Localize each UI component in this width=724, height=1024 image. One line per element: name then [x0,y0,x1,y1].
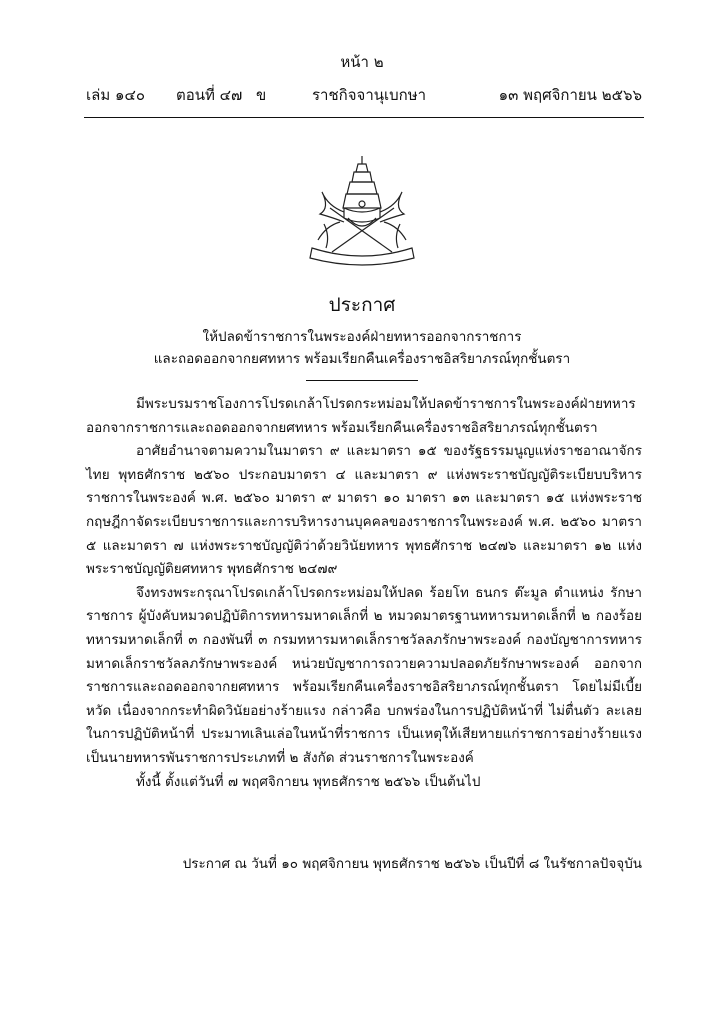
paragraph-order: จึงทรงพระกรุณาโปรดเกล้าโปรดกระหม่อมให้ปลด ร้อยโท ธนกร ต๊ะมูล ตำแหน่ง รักษาราชการ ผู้บังคับหมวดปฏิบัติการทหารมหาดเล็กที่ ๒ หมวดมาตรฐานทหารมหาดเล็กที่ ๒ กองร้อยทหารมหาดเล็กที่ ๓ กองพันที่ ๓ กรมทหารมหาดเล็กราชวัลลภรักษาพระองค์ กองบัญชาการทหารมหาดเล็กราชวัลลภรักษาพระองค์ หน่วยบัญชาการถวายความปลอดภัยรักษาพระองค์ ออกจากราชการและถอดออกจากยศทหาร พร้อมเรียกคืนเครื่องราชอิสริยาภรณ์ทุกชั้นตรา โดยไม่มีเบี้ยหวัด เนื่องจากกระทำผิดวินัยอย่างร้ายแรง กล่าวคือ บกพร่องในการปฏิบัติหน้าที่ ไม่ตื่นตัว ละเลยในการปฏิบัติหน้าที่ ประมาทเลินเล่อในหน้าที่ราชการ เป็นเหตุให้เสียหายแก่ราชการอย่างร้ายแรง เป็นนายทหารพันราชการประเภทที่ ๒ สังกัด ส่วนราชการในพระองค์ [86,584,643,766]
paragraph-legal-basis: อาศัยอำนาจตามความในมาตรา ๙ และมาตรา ๑๕ ของรัฐธรรมนูญแห่งราชอาณาจักรไทย พุทธศักราช ๒๕๖๐ ประกอบมาตรา ๔ และมาตรา ๙ แห่งพระราชบัญญัติระเบียบบริหารราชการในพระองค์ พ.ศ. ๒๕๖๐ มาตรา ๙ มาตรา ๑๐ มาตรา ๑๓ และมาตรา ๑๕ แห่งพระราชกฤษฎีกาจัดระเบียบราชการและการบริหารงานบุคคลของราชการในพระองค์ พ.ศ. ๒๕๖๐ มาตรา ๕ และมาตรา ๗ แห่งพระราชบัญญัติว่าด้วยวินัยทหาร พุทธศักราช ๒๔๗๖ และมาตรา ๑๒ แห่งพระราชบัญญัติยศทหาร พุทธศักราช ๒๔๗๙ [86,443,642,578]
subtitle-line-2: และถอดออกจากยศทหาร พร้อมเรียกคืนเครื่องราชอิสริยาภรณ์ทุกชั้นตรา [153,351,571,367]
page-number: หน้า ๒ [340,53,384,71]
gazette-name: ราชกิจจานุเบกษา [312,86,427,104]
royal-garuda-emblem-icon [300,152,424,270]
announcement-body [86,393,642,794]
section-number: ตอนที่ ๔๗ [176,86,243,104]
section-part: ข [256,86,267,104]
announcement-title: ประกาศ [328,294,396,316]
publication-date: ๑๓ พฤศจิกายน ๒๕๖๖ [498,86,642,104]
header-divider [84,117,644,118]
closing-line: ประกาศ ณ วันที่ ๑๐ พฤศจิกายน พุทธศักราช ๒๕๖๖ เป็นปีที่ ๘ ในรัชกาลปัจจุบัน [182,856,642,872]
subtitle-line-1: ให้ปลดข้าราชการในพระองค์ฝ่ายทหารออกจากราชการ [202,329,522,345]
gazette-header [86,84,642,106]
volume-number: เล่ม ๑๔๐ [86,86,146,104]
paragraph-intro: มีพระบรมราชโองการโปรดเกล้าโปรดกระหม่อมให้ปลดข้าราชการในพระองค์ฝ่ายทหารออกจากราชการและถอดออกจากยศทหาร พร้อมเรียกคืนเครื่องราชอิสริยาภรณ์ทุกชั้นตรา [86,396,636,436]
paragraph-effective-date: ทั้งนี้ ตั้งแต่วันที่ ๗ พฤศจิกายน พุทธศักราช ๒๕๖๖ เป็นต้นไป [136,773,481,790]
title-divider [306,380,418,381]
